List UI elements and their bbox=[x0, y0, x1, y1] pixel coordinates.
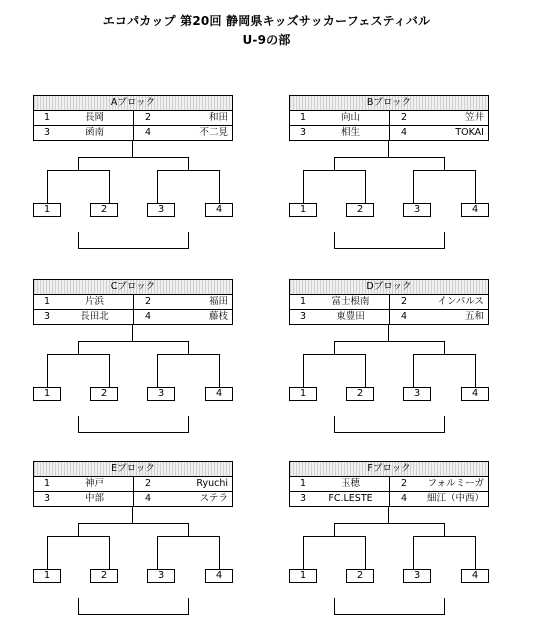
team-number: 1 bbox=[44, 478, 51, 489]
team-name: フォルミーガ bbox=[427, 478, 484, 489]
bracket-line bbox=[47, 170, 109, 171]
bracket-line bbox=[157, 354, 158, 387]
bracket-slot: 4 bbox=[461, 569, 489, 583]
bracket-line bbox=[388, 324, 389, 341]
block-header: Eブロック bbox=[34, 462, 232, 477]
bracket-line bbox=[334, 157, 335, 170]
bracket-line bbox=[413, 536, 475, 537]
bracket-slot: 4 bbox=[205, 387, 233, 401]
bracket-line bbox=[188, 157, 189, 170]
column-divider bbox=[133, 310, 134, 324]
column-divider bbox=[133, 111, 134, 125]
bracket-line bbox=[78, 157, 79, 170]
team-number: 3 bbox=[44, 311, 51, 322]
team-number: 2 bbox=[145, 478, 152, 489]
bracket-slot: 3 bbox=[147, 387, 175, 401]
bracket-slot: 2 bbox=[90, 569, 118, 583]
bracket-line bbox=[78, 157, 188, 158]
block-header: Dブロック bbox=[290, 280, 488, 295]
bracket-line bbox=[413, 354, 414, 387]
team-number: 3 bbox=[44, 493, 51, 504]
team-number: 1 bbox=[300, 478, 307, 489]
team-number: 2 bbox=[145, 112, 152, 123]
bracket-line bbox=[219, 170, 220, 203]
bracket-line bbox=[47, 536, 48, 569]
column-divider bbox=[389, 492, 390, 506]
bracket-line bbox=[303, 354, 365, 355]
bracket-line bbox=[388, 140, 389, 157]
bracket-line bbox=[109, 354, 110, 387]
column-divider bbox=[389, 295, 390, 309]
bracket-slot: 3 bbox=[147, 569, 175, 583]
bracket-line bbox=[444, 416, 445, 433]
block-header: Aブロック bbox=[34, 96, 232, 111]
bracket-line bbox=[334, 248, 445, 249]
bracket-line bbox=[219, 354, 220, 387]
team-row bbox=[34, 125, 232, 140]
team-row bbox=[34, 295, 232, 309]
bracket-slot: 2 bbox=[346, 569, 374, 583]
bracket-line bbox=[444, 232, 445, 249]
bracket-line bbox=[475, 354, 476, 387]
team-number: 3 bbox=[300, 311, 307, 322]
bracket-line bbox=[78, 598, 79, 615]
column-divider bbox=[133, 295, 134, 309]
bracket-line bbox=[188, 416, 189, 433]
block-header: Fブロック bbox=[290, 462, 488, 477]
team-name: 細江（中西） bbox=[426, 493, 484, 504]
team-name: 長岡 bbox=[84, 112, 104, 123]
team-row bbox=[290, 111, 488, 125]
team-number: 2 bbox=[401, 112, 408, 123]
team-name: 中部 bbox=[84, 493, 104, 504]
bracket-line bbox=[109, 536, 110, 569]
team-number: 1 bbox=[300, 112, 307, 123]
column-divider bbox=[389, 126, 390, 140]
team-row bbox=[290, 295, 488, 309]
bracket-line bbox=[365, 536, 366, 569]
team-number: 2 bbox=[401, 296, 408, 307]
bracket-line bbox=[365, 170, 366, 203]
bracket-line bbox=[303, 354, 304, 387]
column-divider bbox=[389, 310, 390, 324]
team-number: 2 bbox=[145, 296, 152, 307]
column-divider bbox=[133, 492, 134, 506]
bracket-line bbox=[47, 354, 109, 355]
bracket-line bbox=[78, 341, 79, 354]
bracket-line bbox=[219, 536, 220, 569]
bracket-line bbox=[47, 170, 48, 203]
bracket-slot: 4 bbox=[205, 569, 233, 583]
bracket-slot: 4 bbox=[461, 387, 489, 401]
bracket-line bbox=[413, 170, 414, 203]
team-number: 1 bbox=[300, 296, 307, 307]
team-row bbox=[290, 491, 488, 506]
team-name: 富士根南 bbox=[331, 296, 370, 307]
bracket-line bbox=[132, 506, 133, 523]
team-name: 笠井 bbox=[464, 112, 484, 123]
team-name: FC.LESTE bbox=[328, 493, 373, 504]
bracket-line bbox=[157, 170, 158, 203]
bracket-slot: 1 bbox=[289, 387, 317, 401]
team-name: 藤枝 bbox=[208, 311, 228, 322]
team-number: 4 bbox=[401, 311, 408, 322]
bracket-line bbox=[157, 536, 219, 537]
bracket-line bbox=[444, 523, 445, 536]
team-name: 向山 bbox=[340, 112, 360, 123]
bracket-slot: 4 bbox=[461, 203, 489, 217]
bracket-line bbox=[78, 248, 189, 249]
team-name: ステラ bbox=[199, 493, 228, 504]
bracket-line bbox=[365, 354, 366, 387]
team-name: 福田 bbox=[208, 296, 228, 307]
bracket-line bbox=[132, 140, 133, 157]
bracket-line bbox=[413, 354, 475, 355]
bracket-slot: 2 bbox=[346, 387, 374, 401]
team-row bbox=[290, 125, 488, 140]
team-number: 3 bbox=[300, 127, 307, 138]
block-header: Cブロック bbox=[34, 280, 232, 295]
team-table bbox=[289, 95, 489, 141]
bracket-line bbox=[388, 506, 389, 523]
bracket-slot: 2 bbox=[90, 387, 118, 401]
team-name: 函南 bbox=[84, 127, 104, 138]
bracket-line bbox=[109, 170, 110, 203]
bracket-line bbox=[78, 416, 79, 433]
bracket-line bbox=[334, 523, 444, 524]
bracket-slot: 1 bbox=[33, 569, 61, 583]
team-number: 1 bbox=[44, 112, 51, 123]
team-number: 4 bbox=[401, 493, 408, 504]
bracket-slot: 3 bbox=[403, 569, 431, 583]
team-row bbox=[290, 309, 488, 324]
team-name: 和田 bbox=[208, 112, 228, 123]
bracket-line bbox=[475, 536, 476, 569]
bracket-line bbox=[188, 232, 189, 249]
team-number: 3 bbox=[44, 127, 51, 138]
page-subtitle: U-9の部 bbox=[242, 33, 291, 47]
team-table bbox=[289, 461, 489, 507]
bracket-line bbox=[188, 598, 189, 615]
column-divider bbox=[389, 477, 390, 491]
bracket-line bbox=[157, 536, 158, 569]
team-row bbox=[290, 477, 488, 491]
bracket-line bbox=[334, 523, 335, 536]
bracket-line bbox=[334, 157, 444, 158]
bracket-line bbox=[444, 598, 445, 615]
team-row bbox=[34, 111, 232, 125]
bracket-line bbox=[303, 536, 304, 569]
bracket-line bbox=[78, 614, 189, 615]
team-table bbox=[289, 279, 489, 325]
team-row bbox=[34, 477, 232, 491]
bracket-line bbox=[303, 536, 365, 537]
bracket-line bbox=[444, 157, 445, 170]
team-name: 玉穂 bbox=[340, 478, 360, 489]
team-number: 2 bbox=[401, 478, 408, 489]
team-number: 4 bbox=[145, 311, 152, 322]
team-name: 不二見 bbox=[199, 127, 228, 138]
bracket-line bbox=[157, 170, 219, 171]
bracket-line bbox=[334, 341, 335, 354]
team-row bbox=[34, 309, 232, 324]
team-number: 3 bbox=[300, 493, 307, 504]
team-name: 五和 bbox=[464, 311, 484, 322]
bracket-slot: 1 bbox=[33, 387, 61, 401]
bracket-slot: 2 bbox=[90, 203, 118, 217]
team-name: インパルス bbox=[437, 296, 484, 307]
bracket-slot: 3 bbox=[403, 387, 431, 401]
block-header: Bブロック bbox=[290, 96, 488, 111]
bracket-slot: 1 bbox=[33, 203, 61, 217]
team-name: 東豊田 bbox=[336, 311, 365, 322]
bracket-slot: 1 bbox=[289, 569, 317, 583]
team-number: 4 bbox=[145, 127, 152, 138]
bracket-line bbox=[78, 232, 79, 249]
bracket-line bbox=[334, 341, 444, 342]
team-name: 神戸 bbox=[84, 478, 104, 489]
team-number: 1 bbox=[44, 296, 51, 307]
team-table bbox=[33, 279, 233, 325]
bracket-line bbox=[78, 523, 188, 524]
bracket-line bbox=[188, 341, 189, 354]
team-name: 長田北 bbox=[80, 311, 109, 322]
team-number: 4 bbox=[401, 127, 408, 138]
column-divider bbox=[133, 477, 134, 491]
bracket-line bbox=[334, 232, 335, 249]
team-name: Ryuchi bbox=[196, 478, 228, 489]
bracket-slot: 3 bbox=[147, 203, 175, 217]
bracket-line bbox=[444, 341, 445, 354]
team-name: 片浜 bbox=[84, 296, 104, 307]
bracket-line bbox=[78, 523, 79, 536]
team-name: TOKAI bbox=[455, 127, 484, 138]
bracket-line bbox=[132, 324, 133, 341]
team-table bbox=[33, 461, 233, 507]
team-name: 相生 bbox=[340, 127, 360, 138]
bracket-slot: 4 bbox=[205, 203, 233, 217]
column-divider bbox=[133, 126, 134, 140]
bracket-line bbox=[475, 170, 476, 203]
bracket-line bbox=[188, 523, 189, 536]
bracket-line bbox=[413, 536, 414, 569]
bracket-line bbox=[334, 432, 445, 433]
bracket-line bbox=[413, 170, 475, 171]
bracket-slot: 3 bbox=[403, 203, 431, 217]
bracket-slot: 2 bbox=[346, 203, 374, 217]
bracket-line bbox=[303, 170, 365, 171]
bracket-line bbox=[334, 598, 335, 615]
bracket-line bbox=[78, 432, 189, 433]
team-row bbox=[34, 491, 232, 506]
bracket-line bbox=[334, 416, 335, 433]
bracket-line bbox=[303, 170, 304, 203]
bracket-line bbox=[47, 354, 48, 387]
team-table bbox=[33, 95, 233, 141]
bracket-line bbox=[78, 341, 188, 342]
bracket-line bbox=[47, 536, 109, 537]
column-divider bbox=[389, 111, 390, 125]
bracket-slot: 1 bbox=[289, 203, 317, 217]
bracket-line bbox=[157, 354, 219, 355]
bracket-line bbox=[334, 614, 445, 615]
team-number: 4 bbox=[145, 493, 152, 504]
page-title: エコパカップ 第20回 静岡県キッズサッカーフェスティバル bbox=[102, 14, 431, 28]
